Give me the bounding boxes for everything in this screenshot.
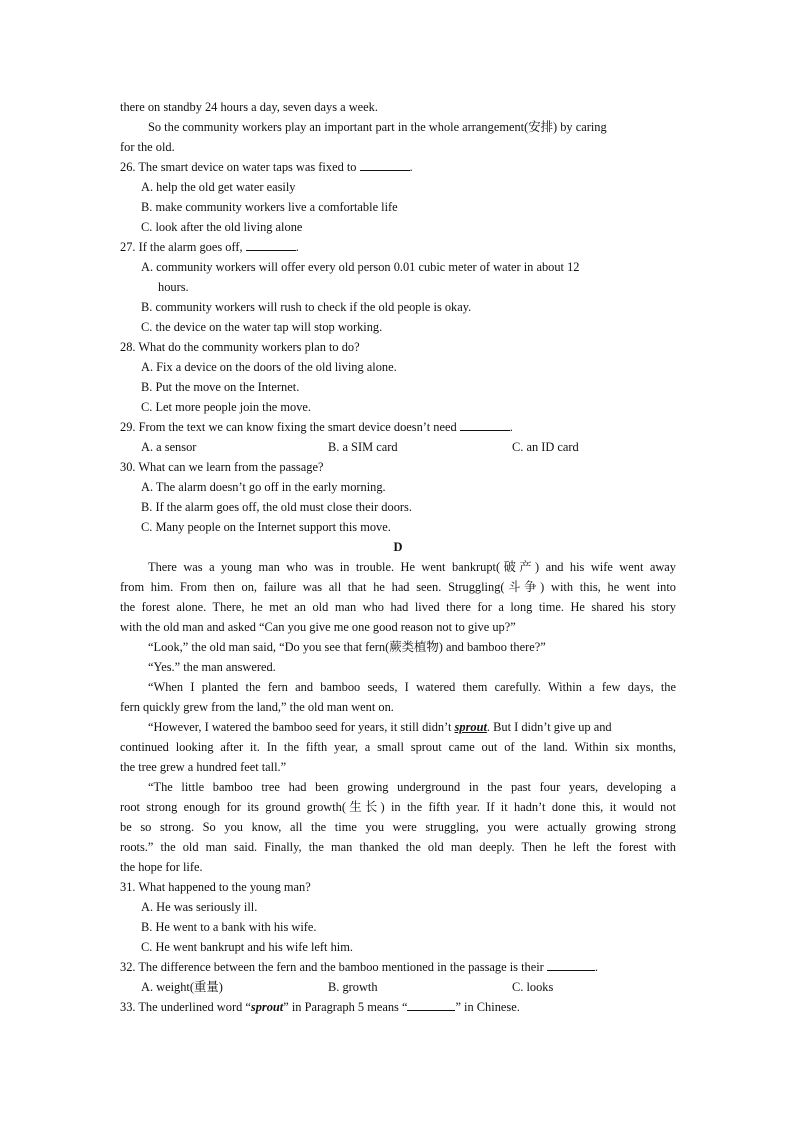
question-32-stem: 32. The difference between the fern and the bamboo mentioned in the passage is their .: [120, 960, 598, 974]
passage-line: fern quickly grew from the land,” the old man went on.: [120, 700, 394, 714]
question-30-option-a: A. The alarm doesn’t go off in the early morning.: [141, 480, 386, 494]
question-29-stem: 29. From the text we can know fixing the smart device doesn’t need .: [120, 420, 513, 434]
question-26-option-b: B. make community workers live a comfortable life: [141, 200, 398, 214]
quoted-word: sprout: [250, 1000, 284, 1014]
question-32-option-a: A. weight(重量): [141, 980, 223, 994]
question-27-option-a: A. community workers will offer every old person 0.01 cubic meter of water in about 12: [141, 260, 580, 274]
passage-line: be so strong. So you know, all the time you were struggling, you were actually growing strong: [120, 820, 676, 834]
passage-line: root strong enough for its ground growth(生长) in the fifth year. If it hadn’t done this, it would not: [120, 800, 676, 814]
question-29-option-c: C. an ID card: [512, 440, 579, 454]
passage-line: roots.” the old man said. Finally, the man thanked the old man deeply. Then he left the forest with: [120, 840, 676, 854]
question-32-options: [141, 977, 676, 997]
passage-line: So the community workers play an important part in the whole arrangement(安排) by caring: [148, 120, 607, 134]
question-31-stem: 31. What happened to the young man?: [120, 880, 311, 894]
answer-blank: [246, 238, 296, 251]
question-29-option-a: A. a sensor: [141, 440, 197, 454]
passage-line: for the old.: [120, 140, 175, 154]
answer-blank: [460, 418, 510, 431]
question-27-option-c: C. the device on the water tap will stop working.: [141, 320, 383, 334]
passage-line: from him. From then on, failure was all that he had seen. Struggling(斗争) with this, he went into: [120, 580, 676, 594]
question-31-option-c: C. He went bankrupt and his wife left him.: [141, 940, 353, 954]
answer-blank: [407, 998, 455, 1011]
question-26-option-c: C. look after the old living alone: [141, 220, 303, 234]
passage-line: the hope for life.: [120, 860, 203, 874]
question-30-stem: 30. What can we learn from the passage?: [120, 460, 324, 474]
question-26-option-a: A. help the old get water easily: [141, 180, 296, 194]
answer-blank: [360, 158, 410, 171]
question-32-option-c: C. looks: [512, 980, 554, 994]
passage-line: with the old man and asked “Can you give me one good reason not to give up?”: [120, 620, 516, 634]
section-d-heading: D: [393, 540, 403, 554]
question-29-options: [141, 437, 676, 457]
question-31-option-a: A. He was seriously ill.: [141, 900, 258, 914]
passage-line: “The little bamboo tree had been growing underground in the past four years, developing a: [148, 780, 676, 794]
passage-line: There was a young man who was in trouble. He went bankrupt(破产) and his wife went away: [148, 560, 676, 574]
passage-line: the tree grew a hundred feet tall.”: [120, 760, 287, 774]
answer-blank: [547, 958, 595, 971]
passage-line: the forest alone. There, he met an old man who had lived there for a long time. He shared his story: [120, 600, 676, 614]
question-31-option-b: B. He went to a bank with his wife.: [141, 920, 317, 934]
question-28-stem: 28. What do the community workers plan to do?: [120, 340, 360, 354]
question-33-stem: 33. The underlined word “sprout” in Paragraph 5 means “ ” in Chinese.: [120, 1000, 520, 1014]
question-27-stem: 27. If the alarm goes off, .: [120, 240, 299, 254]
passage-line: there on standby 24 hours a day, seven days a week.: [120, 100, 378, 114]
passage-line: “When I planted the fern and bamboo seeds, I watered them carefully. Within a few days, the: [148, 680, 676, 694]
question-26-stem: 26. The smart device on water taps was fixed to .: [120, 160, 413, 174]
underlined-word: sprout: [454, 720, 487, 734]
question-27-option-b: B. community workers will rush to check if the old people is okay.: [141, 300, 472, 314]
question-28-option-b: B. Put the move on the Internet.: [141, 380, 300, 394]
question-28-option-a: A. Fix a device on the doors of the old living alone.: [141, 360, 397, 374]
passage-line: “However, I watered the bamboo seed for years, it still didn’t sprout. But I didn’t give up and: [148, 720, 612, 734]
question-30-option-c: C. Many people on the Internet support this move.: [141, 520, 391, 534]
question-32-option-b: B. growth: [328, 980, 378, 994]
question-27-option-a-cont: hours.: [158, 280, 189, 294]
passage-line: “Look,” the old man said, “Do you see that fern(蕨类植物) and bamboo there?”: [148, 640, 546, 654]
passage-line: continued looking after it. In the fifth year, a small sprout came out of the land. Within six months,: [120, 740, 676, 754]
passage-line: “Yes.” the man answered.: [148, 660, 276, 674]
question-30-option-b: B. If the alarm goes off, the old must close their doors.: [141, 500, 412, 514]
question-29-option-b: B. a SIM card: [328, 440, 398, 454]
question-28-option-c: C. Let more people join the move.: [141, 400, 311, 414]
